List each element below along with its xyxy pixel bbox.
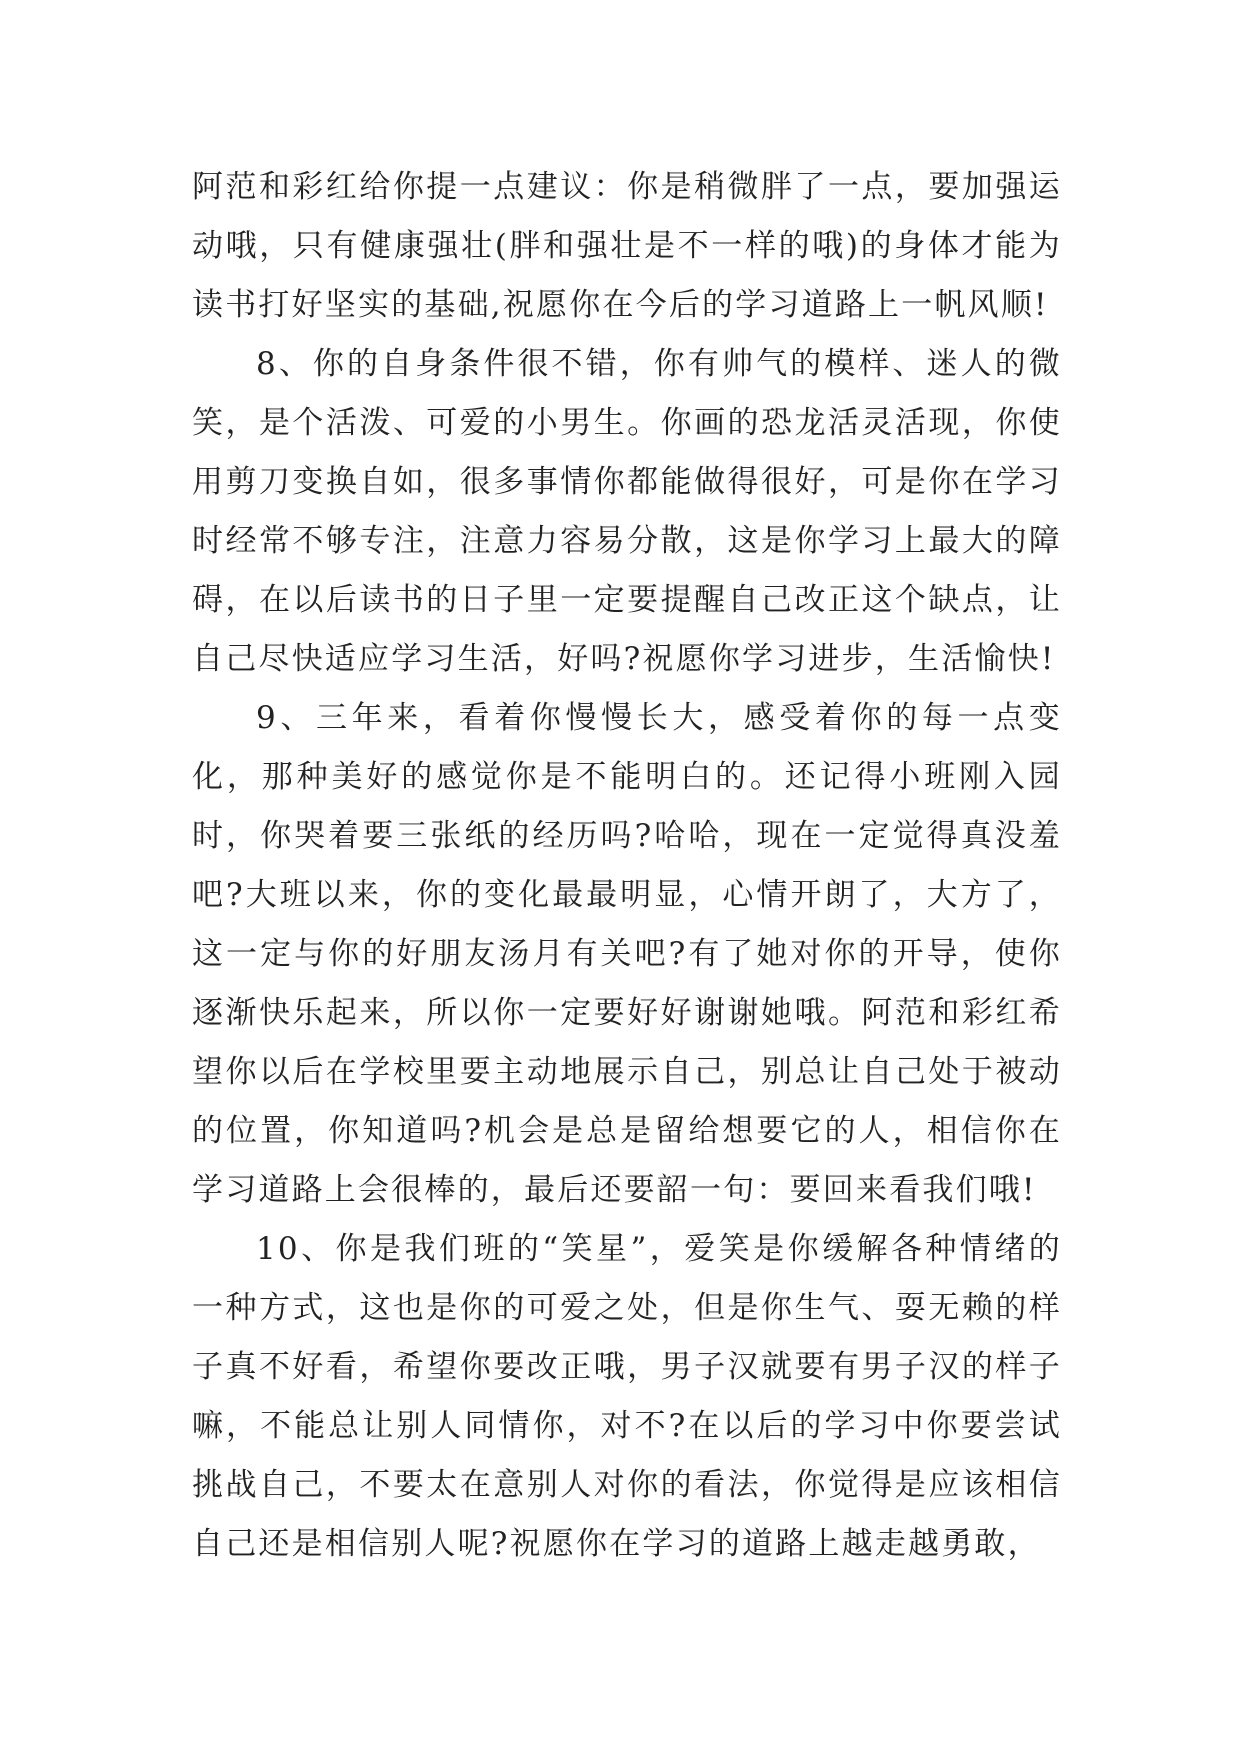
paragraph-comment-9: 9、三年来，看着你慢慢长大，感受着你的每一点变化，那种美好的感觉你是不能明白的。还记得小班刚入园时，你哭着要三张纸的经历吗?哈哈，现在一定觉得真没羞吧?大班以来，你的变化最最明显，心情开朗了，大方了，这一定与你的好朋友汤月有关吧?有了她对你的开导，使你逐渐快乐起来，所以你一定要好好谢谢她哦。阿范和彩红希望你以后在学校里要主动地展示自己，别总让自己处于被动的位置，你知道吗?机会是总是留给想要它的人，相信你在学习道路上会很棒的，最后还要韶一句：要回来看我们哦! — [192, 700, 1062, 1208]
paragraph-comment-8: 8、你的自身条件很不错，你有帅气的模样、迷人的微笑，是个活泼、可爱的小男生。你画的恐龙活灵活现，你使用剪刀变换自如，很多事情你都能做得很好，可是你在学习时经常不够专注，注意力容易分散，这是你学习上最大的障碍，在以后读书的日子里一定要提醒自己改正这个缺点，让自己尽快适应学习生活，好吗?祝愿你学习进步，生活愉快! — [192, 346, 1062, 677]
document-body — [192, 158, 1062, 1574]
paragraph-advice: 阿范和彩红给你提一点建议：你是稍微胖了一点，要加强运动哦，只有健康强壮(胖和强壮是不一样的哦)的身体才能为读书打好坚实的基础,祝愿你在今后的学习道路上一帆风顺! — [192, 169, 1062, 323]
paragraph-comment-10: 10、你是我们班的“笑星”，爱笑是你缓解各种情绪的一种方式，这也是你的可爱之处，但是你生气、耍无赖的样子真不好看，希望你要改正哦，男子汉就要有男子汉的样子嘛，不能总让别人同情你，对不?在以后的学习中你要尝试挑战自己，不要太在意别人对你的看法，你觉得是应该相信自己还是相信别人呢?祝愿你在学习的道路上越走越勇敢， — [192, 1231, 1062, 1562]
